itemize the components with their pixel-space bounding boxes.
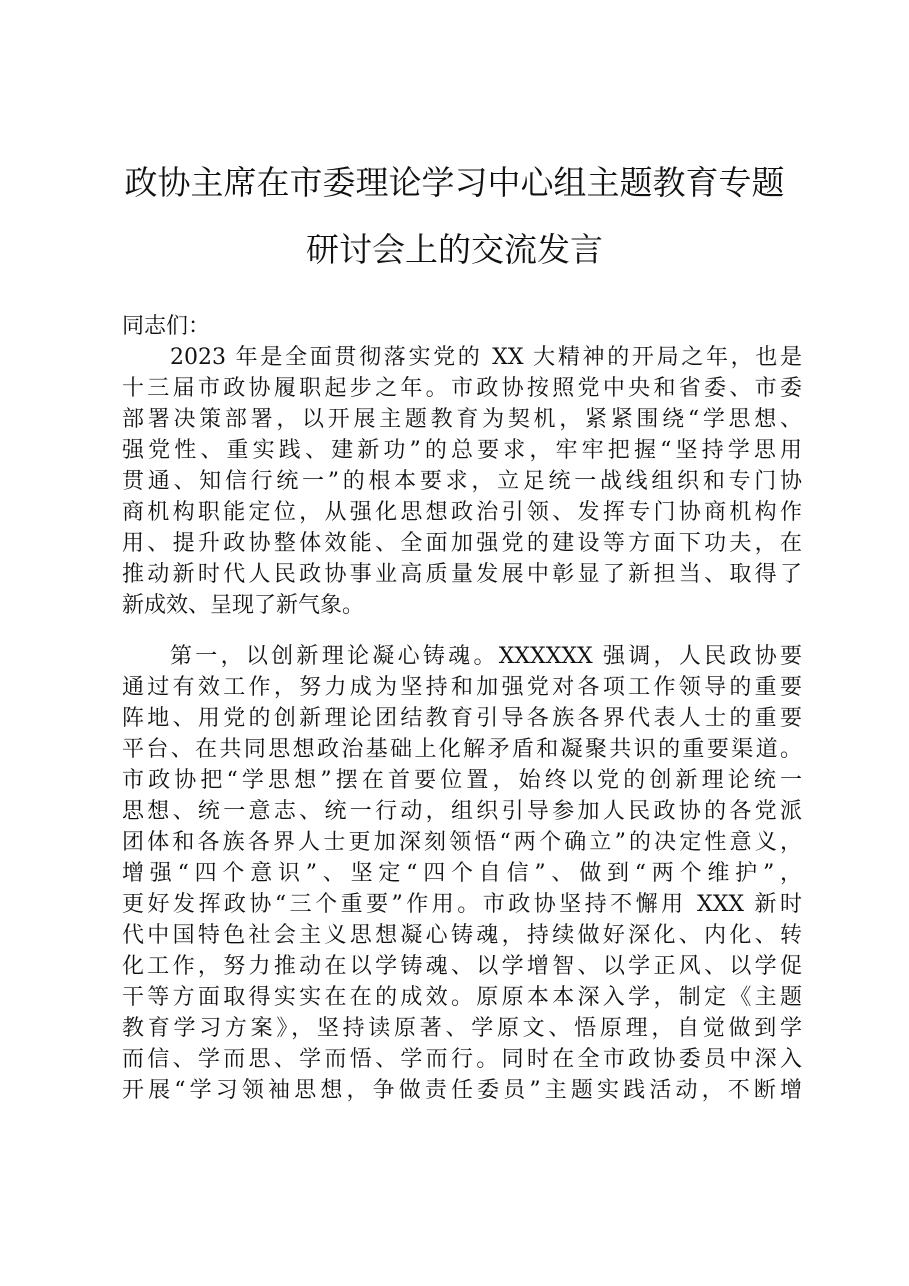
document-title-line-1: 政协主席在市委理论学习中心组主题教育专题 bbox=[124, 163, 785, 202]
paragraph-line: 十三届市政协履职起步之年。市政协按照党中央和省委、市委 bbox=[122, 376, 802, 401]
paragraph-line: 新成效、呈现了新气象。 bbox=[122, 593, 365, 618]
paragraph-line: 推动新时代人民政协事业高质量发展中彰显了新担当、取得了 bbox=[122, 562, 802, 587]
paragraph-line: 而信、学而思、学而悟、学而行。同时在全市政协委员中深入 bbox=[122, 1047, 802, 1072]
paragraph-line: 通过有效工作，努力成为坚持和加强党对各项工作领导的重要 bbox=[122, 675, 802, 700]
paragraph-line: 2023 年是全面贯彻落实党的 XX 大精神的开局之年，也是 bbox=[170, 345, 802, 370]
salutation: 同志们： bbox=[122, 314, 211, 339]
paragraph-line: 商机构职能定位，从强化思想政治引领、发挥专门协商机构作 bbox=[122, 500, 802, 525]
paragraph-intro bbox=[122, 342, 802, 621]
paragraph-line: 思想、统一意志、统一行动，组织引导参加人民政协的各党派 bbox=[122, 799, 802, 824]
paragraph-line: 代中国特色社会主义思想凝心铸魂，持续做好深化、内化、转 bbox=[122, 923, 802, 948]
paragraph-line: 教育学习方案》，坚持读原著、学原文、悟原理，自觉做到学 bbox=[122, 1016, 802, 1041]
paragraph-line: 强党性、重实践、建新功”的总要求，牢牢把握“坚持学思用 bbox=[122, 438, 802, 463]
paragraph-line: 用、提升政协整体效能、全面加强党的建设等方面下功夫，在 bbox=[122, 531, 802, 556]
document-title-line-2: 研讨会上的交流发言 bbox=[306, 230, 603, 269]
paragraph-first-point bbox=[122, 641, 802, 1106]
paragraph-line: 市政协把“学思想”摆在首要位置，始终以党的创新理论统一 bbox=[122, 768, 802, 793]
paragraph-line: 平台、在共同思想政治基础上化解矛盾和凝聚共识的重要渠道。 bbox=[122, 737, 802, 762]
paragraph-line: 团体和各族各界人士更加深刻领悟“两个确立”的决定性意义， bbox=[122, 830, 802, 855]
paragraph-line: 阵地、用党的创新理论团结教育引导各族各界代表人士的重要 bbox=[122, 706, 802, 731]
paragraph-line: 开展“学习领袖思想，争做责任委员”主题实践活动，不断增 bbox=[122, 1078, 802, 1103]
paragraph-line: 干等方面取得实实在在的成效。原原本本深入学，制定《主题 bbox=[122, 985, 802, 1010]
paragraph-line: 部署决策部署，以开展主题教育为契机，紧紧围绕“学思想、 bbox=[122, 407, 802, 432]
paragraph-line: 第一，以创新理论凝心铸魂。XXXXXX 强调，人民政协要 bbox=[170, 644, 802, 669]
paragraph-line: 化工作，努力推动在以学铸魂、以学增智、以学正风、以学促 bbox=[122, 954, 802, 979]
paragraph-line: 增强“四个意识”、坚定“四个自信”、做到“两个维护”， bbox=[122, 861, 802, 886]
paragraph-line: 贯通、知信行统一”的根本要求，立足统一战线组织和专门协 bbox=[122, 469, 802, 494]
paragraph-line: 更好发挥政协“三个重要”作用。市政协坚持不懈用 XXX 新时 bbox=[122, 892, 802, 917]
